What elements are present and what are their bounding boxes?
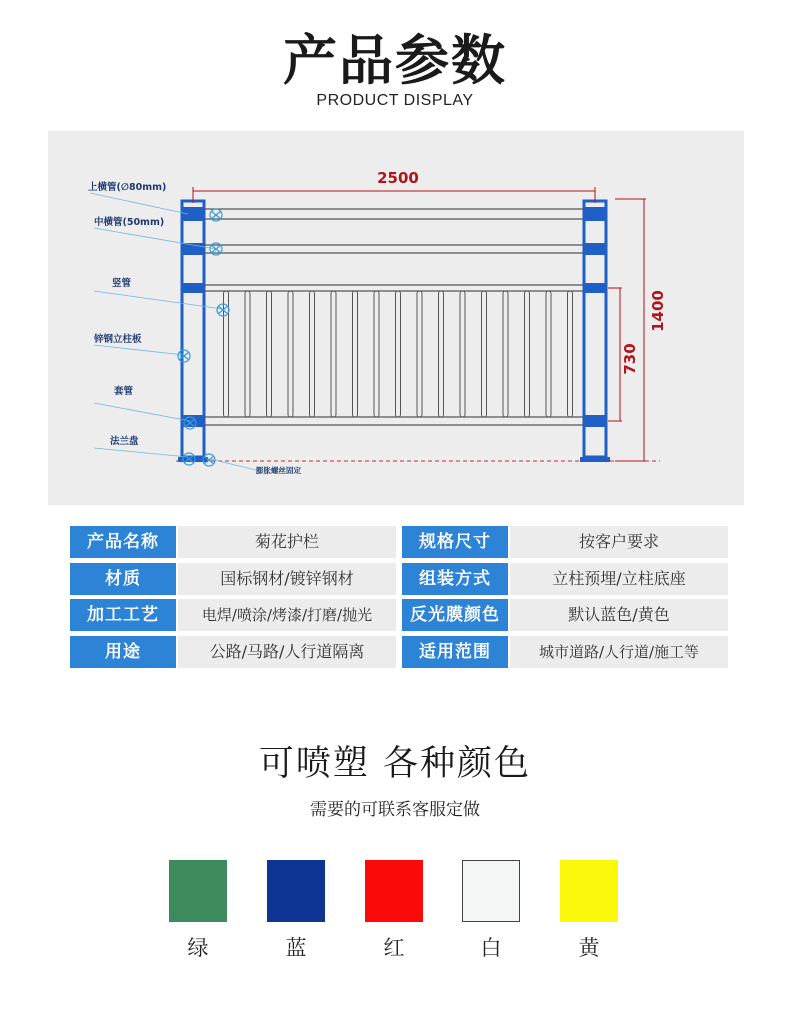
spec-value: 城市道路/人行道/施工等 xyxy=(510,636,728,668)
colors-subtitle: 需要的可联系客服定做 xyxy=(310,800,480,820)
vertical-bar xyxy=(288,291,293,417)
left-post-band xyxy=(182,207,204,221)
colors-title: 可喷塑 各种颜色 xyxy=(258,744,532,784)
color-label: 绿 xyxy=(187,936,209,960)
color-label: 白 xyxy=(480,936,502,960)
color-label: 黄 xyxy=(578,936,600,960)
vertical-bars xyxy=(224,291,573,417)
width-dimension: 2500 xyxy=(377,169,419,187)
spec-key: 用途 xyxy=(70,636,176,668)
lower-height-dimension: 730 xyxy=(621,343,639,375)
spec-key: 加工工艺 xyxy=(70,599,176,631)
vertical-bar xyxy=(525,291,530,417)
spec-value: 国标钢材/镀锌钢材 xyxy=(178,563,396,595)
spec-value: 默认蓝色/黄色 xyxy=(510,599,728,631)
color-label: 蓝 xyxy=(285,936,307,960)
color-swatch-green xyxy=(169,860,227,922)
color-swatch-red xyxy=(365,860,423,922)
color-swatch-white xyxy=(462,860,520,922)
page-subtitle: PRODUCT DISPLAY xyxy=(316,92,474,109)
vertical-bar xyxy=(503,291,508,417)
spec-value: 立柱预埋/立柱底座 xyxy=(510,563,728,595)
spec-key: 组装方式 xyxy=(402,563,508,595)
spec-row xyxy=(70,526,728,558)
color-label: 红 xyxy=(383,936,405,960)
right-post-band xyxy=(584,283,606,293)
spec-key: 适用范围 xyxy=(402,636,508,668)
label-bolt: 膨胀螺丝固定 xyxy=(256,466,301,475)
vertical-bar xyxy=(374,291,379,417)
right-post-band xyxy=(584,243,606,255)
spec-value: 公路/马路/人行道隔离 xyxy=(178,636,396,668)
fence-diagram xyxy=(48,131,744,505)
spec-value: 电焊/喷涂/烤漆/打磨/抛光 xyxy=(178,599,396,631)
label-sleeve: 套管 xyxy=(114,386,134,397)
fence-drawing xyxy=(48,131,744,505)
vertical-bar xyxy=(245,291,250,417)
vertical-bar xyxy=(267,291,272,417)
spec-value: 按客户要求 xyxy=(510,526,728,558)
right-flange xyxy=(580,457,610,462)
label-top-rail: 上横管(∅80mm) xyxy=(88,182,167,193)
spec-key: 产品名称 xyxy=(70,526,176,558)
right-post-band xyxy=(584,207,606,221)
total-height-dimension: 1400 xyxy=(649,290,667,332)
spec-key: 反光膜颜色 xyxy=(402,599,508,631)
color-swatch-yellow xyxy=(560,860,618,922)
left-post-band xyxy=(182,283,204,293)
vertical-bar xyxy=(482,291,487,417)
spec-key: 规格尺寸 xyxy=(402,526,508,558)
vertical-bar xyxy=(460,291,465,417)
vertical-bar xyxy=(568,291,573,417)
vertical-bar xyxy=(439,291,444,417)
label-vertical-bar: 竖管 xyxy=(112,278,132,289)
label-flange: 法兰盘 xyxy=(110,436,139,447)
vertical-bar xyxy=(353,291,358,417)
right-post-band xyxy=(584,415,606,427)
page-title: 产品参数 xyxy=(283,28,507,92)
leader-lines xyxy=(90,193,256,470)
spec-row xyxy=(70,563,728,595)
spec-row xyxy=(70,599,728,631)
vertical-bar xyxy=(546,291,551,417)
color-swatch-blue xyxy=(267,860,325,922)
vertical-bar xyxy=(310,291,315,417)
spec-key: 材质 xyxy=(70,563,176,595)
label-post-plate: 锌钢立柱板 xyxy=(94,334,142,345)
label-mid-rail: 中横管(50mm) xyxy=(94,217,165,228)
spec-value: 菊花护栏 xyxy=(178,526,396,558)
vertical-bar xyxy=(224,291,229,417)
vertical-bar xyxy=(331,291,336,417)
vertical-bar xyxy=(396,291,401,417)
spec-row xyxy=(70,636,728,668)
vertical-bar xyxy=(417,291,422,417)
